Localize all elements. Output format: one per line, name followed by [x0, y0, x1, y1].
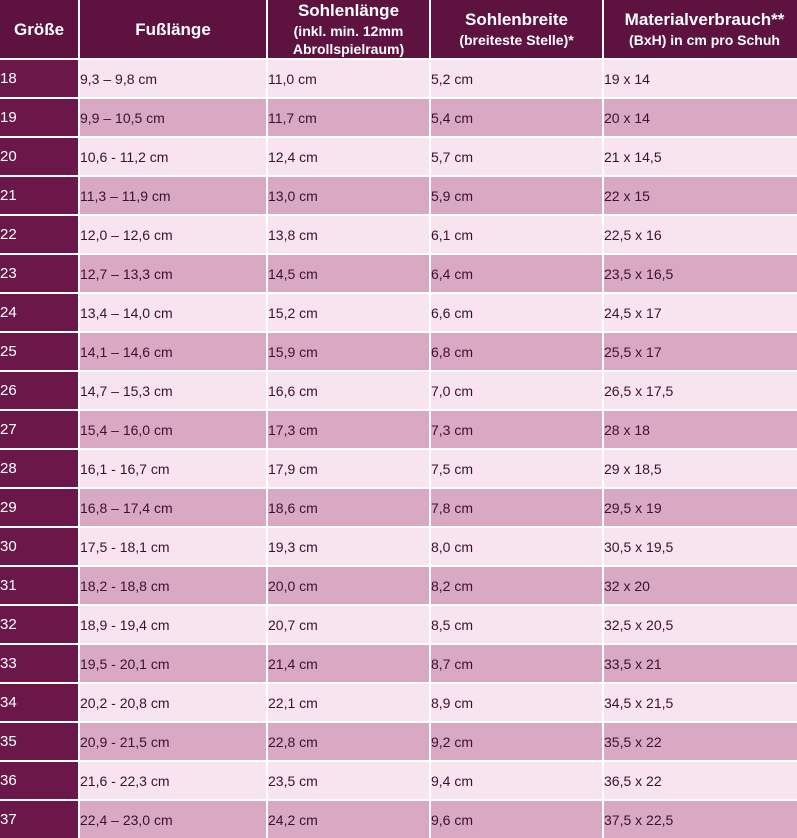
cell-material: 22,5 x 16 — [603, 215, 797, 254]
cell-sole-length: 13,0 cm — [267, 176, 430, 215]
cell-foot-length: 21,6 - 22,3 cm — [79, 761, 267, 800]
cell-sole-length: 15,2 cm — [267, 293, 430, 332]
cell-foot-length: 12,0 – 12,6 cm — [79, 215, 267, 254]
cell-sole-length: 23,5 cm — [267, 761, 430, 800]
cell-sole-width: 9,4 cm — [430, 761, 603, 800]
cell-sole-length: 15,9 cm — [267, 332, 430, 371]
cell-sole-length: 11,0 cm — [267, 59, 430, 98]
column-header-foot-length — [79, 0, 267, 59]
cell-sole-length: 21,4 cm — [267, 644, 430, 683]
cell-sole-width: 5,4 cm — [430, 98, 603, 137]
cell-material: 36,5 x 22 — [603, 761, 797, 800]
cell-size: 26 — [0, 371, 79, 410]
column-header-sole-width-label: Sohlenbreite — [465, 9, 568, 29]
cell-material: 19 x 14 — [603, 59, 797, 98]
cell-foot-length: 9,9 – 10,5 cm — [79, 98, 267, 137]
table-row — [0, 683, 797, 722]
table-row — [0, 410, 797, 449]
cell-sole-width: 7,0 cm — [430, 371, 603, 410]
cell-size: 30 — [0, 527, 79, 566]
cell-sole-length: 17,9 cm — [267, 449, 430, 488]
cell-sole-width: 6,4 cm — [430, 254, 603, 293]
table-row — [0, 566, 797, 605]
cell-sole-length: 17,3 cm — [267, 410, 430, 449]
table-row — [0, 59, 797, 98]
cell-sole-width: 8,9 cm — [430, 683, 603, 722]
cell-foot-length: 15,4 – 16,0 cm — [79, 410, 267, 449]
cell-material: 30,5 x 19,5 — [603, 527, 797, 566]
table-row — [0, 332, 797, 371]
cell-sole-length: 24,2 cm — [267, 800, 430, 838]
cell-size: 23 — [0, 254, 79, 293]
table-row — [0, 176, 797, 215]
cell-sole-width: 5,9 cm — [430, 176, 603, 215]
cell-sole-width: 9,2 cm — [430, 722, 603, 761]
cell-material: 28 x 18 — [603, 410, 797, 449]
cell-sole-length: 18,6 cm — [267, 488, 430, 527]
cell-size: 22 — [0, 215, 79, 254]
cell-sole-length: 19,3 cm — [267, 527, 430, 566]
cell-sole-width: 8,5 cm — [430, 605, 603, 644]
cell-foot-length: 20,9 - 21,5 cm — [79, 722, 267, 761]
table-row — [0, 371, 797, 410]
cell-size: 32 — [0, 605, 79, 644]
column-header-material-sub: (BxH) in cm pro Schuh — [629, 32, 780, 48]
cell-sole-length: 14,5 cm — [267, 254, 430, 293]
cell-foot-length: 17,5 - 18,1 cm — [79, 527, 267, 566]
cell-size: 29 — [0, 488, 79, 527]
cell-sole-length: 12,4 cm — [267, 137, 430, 176]
cell-material: 32,5 x 20,5 — [603, 605, 797, 644]
cell-material: 23,5 x 16,5 — [603, 254, 797, 293]
cell-size: 33 — [0, 644, 79, 683]
cell-material: 34,5 x 21,5 — [603, 683, 797, 722]
cell-size: 31 — [0, 566, 79, 605]
cell-sole-length: 22,8 cm — [267, 722, 430, 761]
column-header-material-label: Materialverbrauch** — [624, 9, 785, 29]
cell-material: 33,5 x 21 — [603, 644, 797, 683]
cell-foot-length: 16,1 - 16,7 cm — [79, 449, 267, 488]
cell-foot-length: 13,4 – 14,0 cm — [79, 293, 267, 332]
cell-sole-width: 6,1 cm — [430, 215, 603, 254]
table-row — [0, 605, 797, 644]
cell-foot-length: 19,5 - 20,1 cm — [79, 644, 267, 683]
cell-material: 26,5 x 17,5 — [603, 371, 797, 410]
cell-foot-length: 14,7 – 15,3 cm — [79, 371, 267, 410]
cell-size: 21 — [0, 176, 79, 215]
cell-sole-width: 8,2 cm — [430, 566, 603, 605]
cell-material: 22 x 15 — [603, 176, 797, 215]
cell-sole-width: 6,8 cm — [430, 332, 603, 371]
cell-size: 24 — [0, 293, 79, 332]
cell-size: 36 — [0, 761, 79, 800]
cell-sole-length: 20,7 cm — [267, 605, 430, 644]
cell-sole-length: 20,0 cm — [267, 566, 430, 605]
table-row — [0, 488, 797, 527]
cell-foot-length: 16,8 – 17,4 cm — [79, 488, 267, 527]
cell-size: 27 — [0, 410, 79, 449]
table-row — [0, 449, 797, 488]
column-header-sole-length — [267, 0, 430, 59]
cell-foot-length: 18,9 - 19,4 cm — [79, 605, 267, 644]
cell-sole-width: 7,8 cm — [430, 488, 603, 527]
table-row — [0, 98, 797, 137]
cell-material: 35,5 x 22 — [603, 722, 797, 761]
table-row — [0, 254, 797, 293]
cell-sole-width: 5,2 cm — [430, 59, 603, 98]
column-header-foot-length-label: Fußlänge — [135, 19, 211, 39]
cell-material: 24,5 x 17 — [603, 293, 797, 332]
cell-foot-length: 11,3 – 11,9 cm — [79, 176, 267, 215]
cell-material: 25,5 x 17 — [603, 332, 797, 371]
table-row — [0, 293, 797, 332]
table-body — [0, 59, 797, 838]
table-row — [0, 215, 797, 254]
cell-size: 28 — [0, 449, 79, 488]
column-header-size-label: Größe — [13, 19, 65, 39]
column-header-sole-width-sub: (breiteste Stelle)* — [459, 32, 574, 48]
cell-foot-length: 10,6 - 11,2 cm — [79, 137, 267, 176]
cell-sole-length: 16,6 cm — [267, 371, 430, 410]
cell-material: 20 x 14 — [603, 98, 797, 137]
column-header-sole-length-sub: (inkl. min. 12mm Abrollspielraum) — [292, 23, 405, 57]
column-header-sole-length-label: Sohlenlänge — [297, 1, 400, 20]
table-row — [0, 761, 797, 800]
column-header-size — [0, 0, 79, 59]
cell-material: 21 x 14,5 — [603, 137, 797, 176]
cell-sole-width: 7,3 cm — [430, 410, 603, 449]
cell-size: 25 — [0, 332, 79, 371]
cell-sole-length: 11,7 cm — [267, 98, 430, 137]
cell-sole-width: 8,7 cm — [430, 644, 603, 683]
table-row — [0, 722, 797, 761]
cell-sole-width: 9,6 cm — [430, 800, 603, 838]
cell-size: 19 — [0, 98, 79, 137]
cell-foot-length: 20,2 - 20,8 cm — [79, 683, 267, 722]
cell-size: 18 — [0, 59, 79, 98]
cell-material: 37,5 x 22,5 — [603, 800, 797, 838]
cell-material: 29 x 18,5 — [603, 449, 797, 488]
table-header-row — [0, 0, 797, 59]
cell-size: 20 — [0, 137, 79, 176]
cell-sole-width: 8,0 cm — [430, 527, 603, 566]
column-header-sole-width — [430, 0, 603, 59]
table-row — [0, 527, 797, 566]
cell-material: 32 x 20 — [603, 566, 797, 605]
cell-sole-width: 7,5 cm — [430, 449, 603, 488]
column-header-material — [603, 0, 797, 59]
table-row — [0, 800, 797, 838]
cell-foot-length: 18,2 - 18,8 cm — [79, 566, 267, 605]
cell-size: 35 — [0, 722, 79, 761]
cell-size: 34 — [0, 683, 79, 722]
table-header — [0, 0, 797, 59]
cell-sole-width: 6,6 cm — [430, 293, 603, 332]
cell-size: 37 — [0, 800, 79, 838]
cell-sole-length: 13,8 cm — [267, 215, 430, 254]
cell-material: 29,5 x 19 — [603, 488, 797, 527]
cell-foot-length: 14,1 – 14,6 cm — [79, 332, 267, 371]
table-row — [0, 644, 797, 683]
cell-foot-length: 9,3 – 9,8 cm — [79, 59, 267, 98]
table-row — [0, 137, 797, 176]
cell-foot-length: 22,4 – 23,0 cm — [79, 800, 267, 838]
cell-foot-length: 12,7 – 13,3 cm — [79, 254, 267, 293]
cell-sole-width: 5,7 cm — [430, 137, 603, 176]
cell-sole-length: 22,1 cm — [267, 683, 430, 722]
